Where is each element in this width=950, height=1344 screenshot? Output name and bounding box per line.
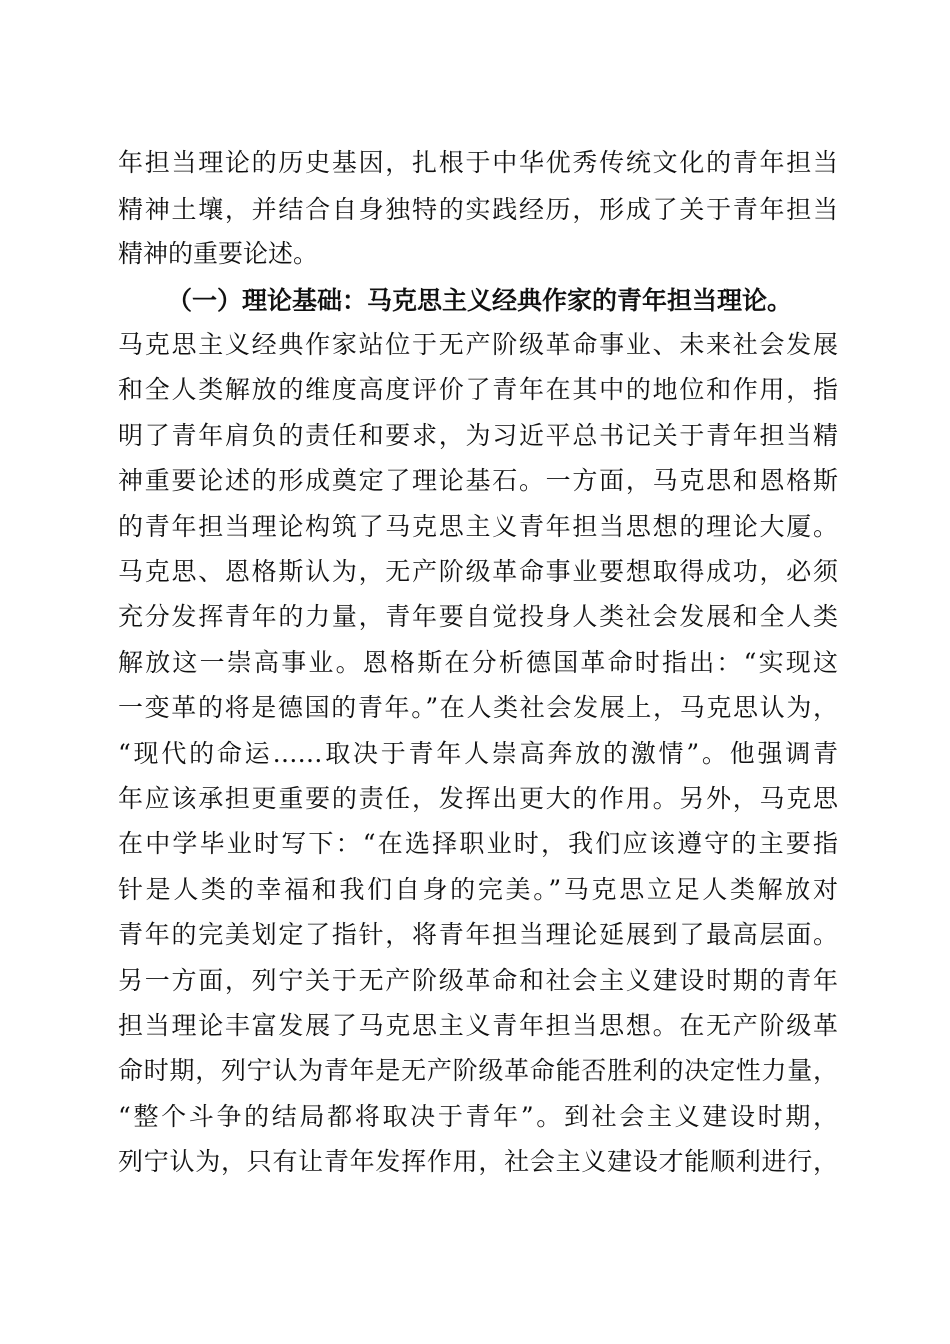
text-line: 精神的重要论述。 [118, 239, 319, 268]
text-line: 解放这一崇高事业。恩格斯在分析德国革命时指出：“实现这 [118, 648, 838, 677]
text-line: 另一方面，列宁关于无产阶级革命和社会主义建设时期的青年 [118, 966, 838, 995]
text-line: 马克思主义经典作家站位于无产阶级革命事业、未来社会发展 [118, 330, 838, 359]
text-line: 青年的完美划定了指针，将青年担当理论延展到了最高层面。 [118, 920, 838, 949]
text-line: 马克思、恩格斯认为，无产阶级革命事业要想取得成功，必须 [118, 557, 838, 586]
text-line: 担当理论丰富发展了马克思主义青年担当思想。在无产阶级革 [118, 1011, 838, 1040]
text-line: 年担当理论的历史基因，扎根于中华优秀传统文化的青年担当 [118, 148, 838, 177]
text-line: 充分发挥青年的力量，青年要自觉投身人类社会发展和全人类 [118, 602, 838, 631]
text-line: 针是人类的幸福和我们自身的完美。”马克思立足人类解放对 [118, 875, 838, 904]
text-line: 在中学毕业时写下：“在选择职业时，我们应该遵守的主要指 [118, 829, 838, 858]
text-line: “整个斗争的结局都将取决于青年”。到社会主义建设时期， [118, 1102, 838, 1131]
text-line: 神重要论述的形成奠定了理论基石。一方面，马克思和恩格斯 [118, 466, 838, 495]
text-line: 列宁认为，只有让青年发挥作用，社会主义建设才能顺利进行， [118, 1147, 838, 1176]
text-line: 一变革的将是德国的青年。”在人类社会发展上，马克思认为， [118, 693, 838, 722]
text-line: 和全人类解放的维度高度评价了青年在其中的地位和作用，指 [118, 375, 838, 404]
text-line: 年应该承担更重要的责任，发挥出更大的作用。另外，马克思 [118, 784, 838, 813]
text-line: 精神土壤，并结合自身独特的实践经历，形成了关于青年担当 [118, 195, 838, 224]
text-line: 明了青年肩负的责任和要求，为习近平总书记关于青年担当精 [118, 421, 838, 450]
text-line: “现代的命运……取决于青年人崇高奔放的激情”。他强调青 [118, 739, 838, 768]
section-heading: （一）理论基础：马克思主义经典作家的青年担当理论。 [167, 286, 793, 315]
text-line: 命时期，列宁认为青年是无产阶级革命能否胜利的决定性力量， [118, 1056, 838, 1085]
text-line: 的青年担当理论构筑了马克思主义青年担当思想的理论大厦。 [118, 512, 838, 541]
